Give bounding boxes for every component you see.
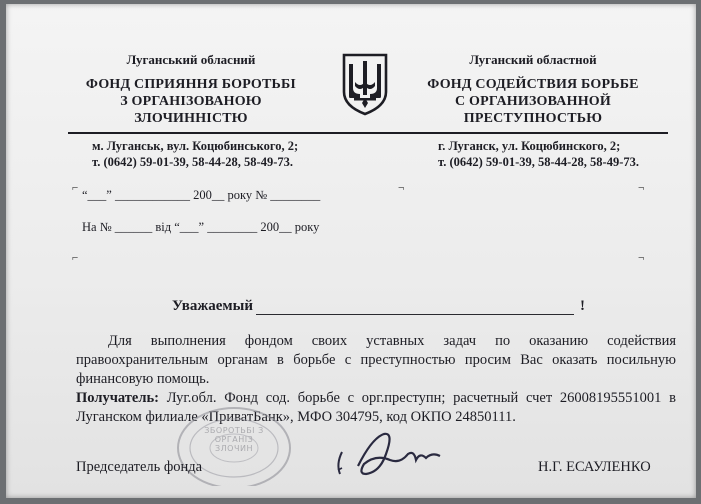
greeting	[172, 298, 592, 318]
date-number-line: “___” ____________ 200__ року № ________	[82, 188, 321, 202]
greeting-blank-line	[256, 314, 574, 315]
reference-line: На № ______ від “___” ________ 200__ року	[82, 220, 320, 234]
address-right	[438, 138, 688, 170]
header-right-org: Луганский областной	[469, 52, 597, 67]
header-left-name-1: ФОНД СПРИЯННЯ БОРОТЬБІ	[85, 77, 297, 92]
letterhead-page	[6, 4, 696, 498]
corner-mark-tr: ¬	[398, 182, 405, 194]
header-left-name-2: З ОРГАНІЗОВАНОЮ	[120, 94, 262, 109]
header-right-name-1: ФОНД СОДЕЙСТВИЯ БОРЬБЕ	[427, 77, 639, 92]
handwritten-signature	[328, 424, 448, 484]
address-left-street: м. Луганськ, вул. Коцюбинського, 2;	[92, 139, 299, 153]
signer-name: Н.Г. ЕСАУЛЕНКО	[538, 459, 651, 475]
corner-mark-br: ¬	[638, 252, 645, 264]
address-right-phone: т. (0642) 59-01-39, 58-44-28, 58-49-73.	[438, 155, 640, 169]
stamp-text: ЗБОРОТЬБІ З ОРГАНІЗ ЗЛОЧИН	[204, 426, 264, 453]
request-paragraph: Для выполнения фондом своих уставных задач по оказанию содействия правоохранительным органам в борьбе с преступностью просим Вас оказать посильную финансовую помощь.	[76, 333, 676, 387]
corner-mark-tr2: ¬	[638, 182, 645, 194]
recipient-text: Луг.обл. Фонд сод. борьбе с орг.преступн; расчетный счет 26008195551001 в Луганском филиале «ПриватБанк», МФО 304795, код ОКПО 24850111.	[76, 390, 677, 425]
header-right-name-3: ПРЕСТУПНОСТЬЮ	[463, 111, 603, 126]
header-divider	[68, 132, 668, 134]
header-left	[61, 52, 321, 127]
recipient-block	[76, 389, 676, 427]
greeting-label: Уважаемый	[172, 298, 253, 314]
header-right-name-2: С ОРГАНИЗОВАННОЙ	[455, 94, 611, 109]
recipient-label: Получатель:	[76, 390, 159, 406]
signer-title: Председатель фонда	[76, 459, 203, 475]
address-left-phone: т. (0642) 59-01-39, 58-44-28, 58-49-73.	[92, 155, 294, 169]
header-right	[408, 52, 658, 127]
corner-mark-bl: ⌐	[72, 252, 79, 264]
greeting-exclamation: !	[580, 298, 585, 314]
trident-coat-of-arms-icon	[340, 52, 390, 116]
address-left	[92, 138, 352, 170]
address-right-street: г. Луганск, ул. Коцюбинского, 2;	[438, 139, 621, 153]
corner-mark-tl: ⌐	[72, 182, 79, 194]
header-left-name-3: ЗЛОЧИННІСТЮ	[134, 111, 248, 126]
header-left-org: Луганський обласний	[126, 52, 256, 67]
